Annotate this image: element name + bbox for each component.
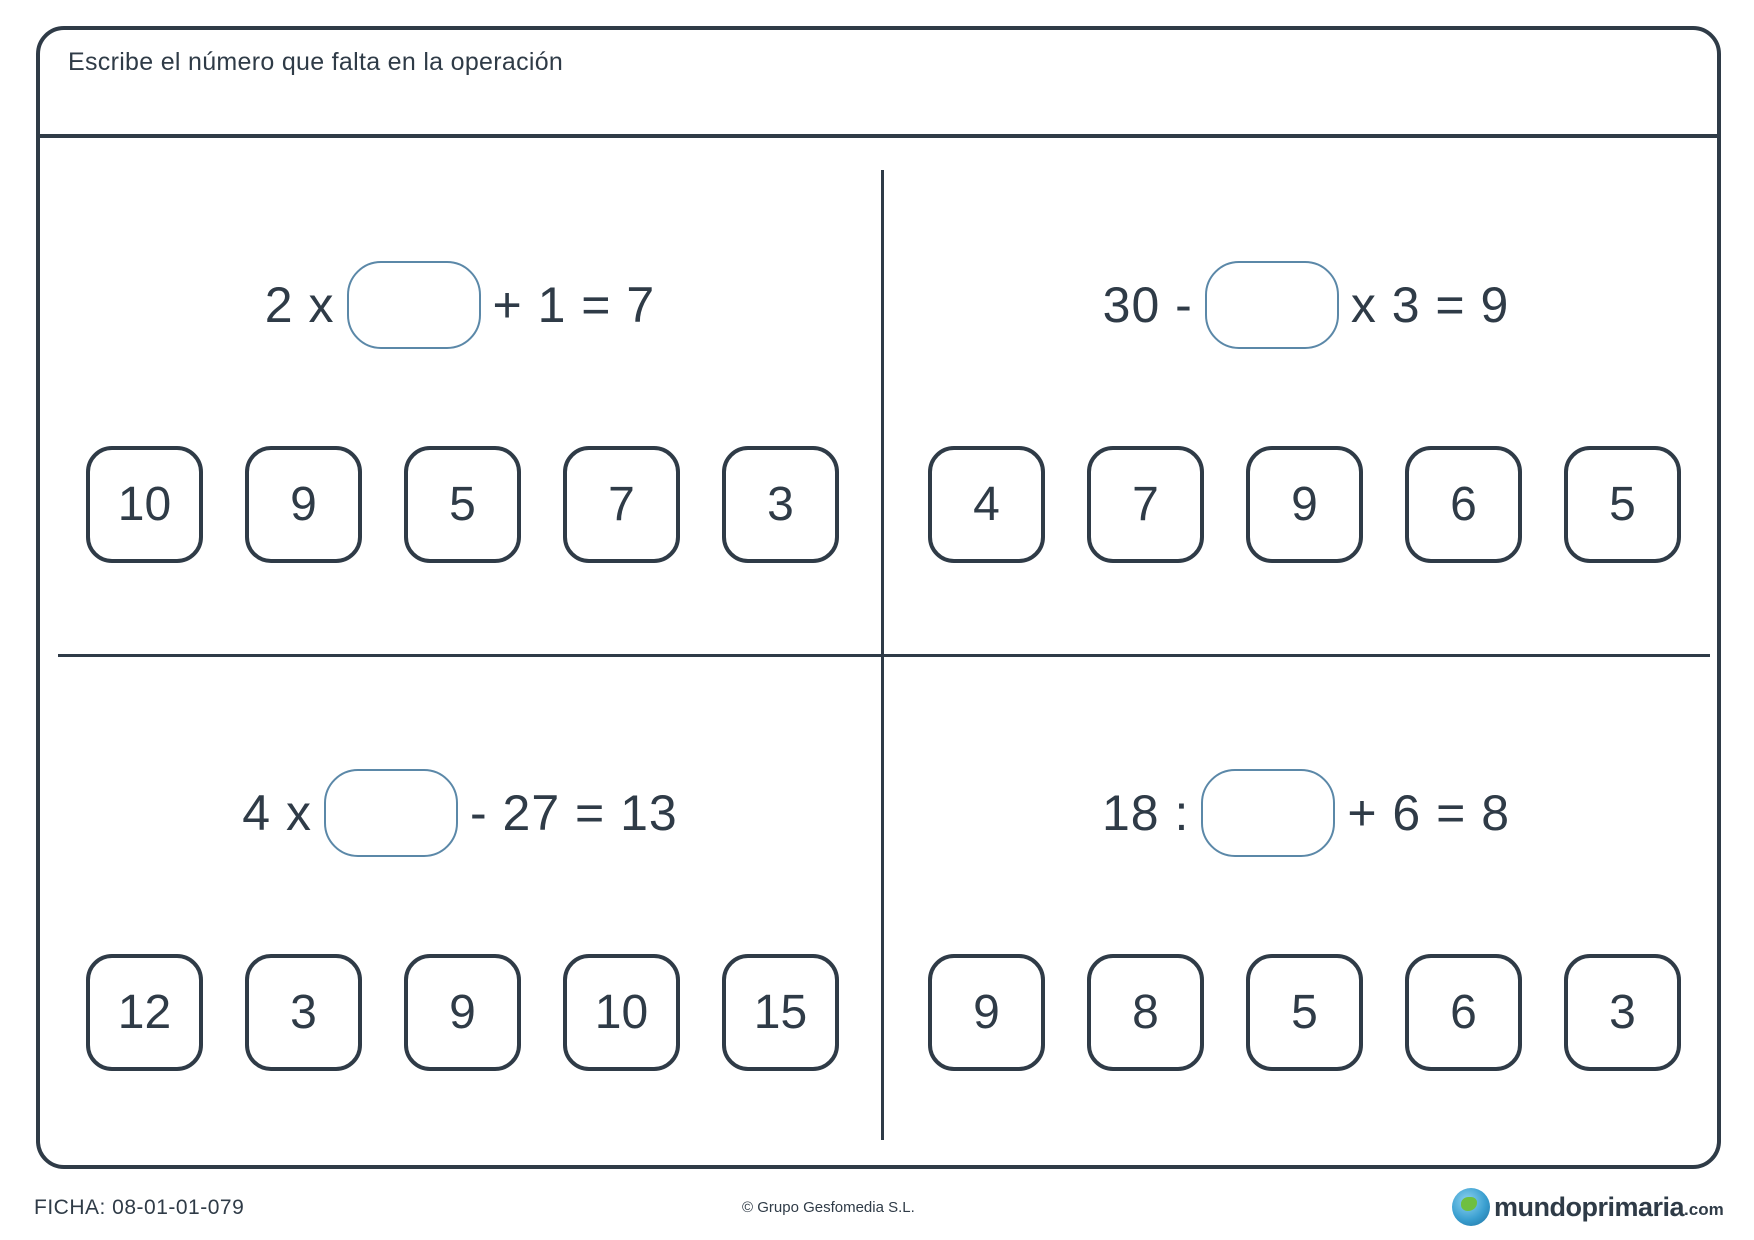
equation-left: 2 x [264, 277, 335, 333]
option-box[interactable]: 3 [1564, 954, 1681, 1071]
equation-left: 4 x [242, 785, 312, 841]
option-box[interactable]: 5 [1246, 954, 1363, 1071]
answer-blank[interactable] [1201, 769, 1335, 857]
equation-left: 30 - [1102, 277, 1193, 333]
option-box[interactable]: 7 [1087, 446, 1204, 563]
equation-left: 18 : [1101, 785, 1190, 841]
answer-blank[interactable] [324, 769, 458, 857]
option-box[interactable]: 10 [86, 446, 203, 563]
answer-options [928, 954, 1681, 1071]
option-box[interactable]: 7 [563, 446, 680, 563]
option-box[interactable]: 3 [722, 446, 839, 563]
equation-right: - 27 = 13 [469, 785, 678, 841]
brand-tld: .com [1684, 1200, 1724, 1219]
equation-right: x 3 = 9 [1350, 277, 1510, 333]
option-box[interactable]: 6 [1405, 954, 1522, 1071]
answer-blank[interactable] [1205, 261, 1339, 349]
instruction-text: Escribe el número que falta en la operación [68, 48, 564, 76]
equation-right: + 1 = 7 [492, 277, 656, 333]
copyright-text: © Grupo Gesfomedia S.L. [742, 1199, 915, 1216]
equation [40, 260, 880, 350]
ficha-code: FICHA: 08-01-01-079 [34, 1196, 245, 1219]
option-box[interactable]: 9 [928, 954, 1045, 1071]
option-box[interactable]: 4 [928, 446, 1045, 563]
option-box[interactable]: 3 [245, 954, 362, 1071]
brand-logo[interactable] [1452, 1188, 1724, 1226]
option-box[interactable]: 8 [1087, 954, 1204, 1071]
option-box[interactable]: 9 [245, 446, 362, 563]
option-box[interactable]: 9 [1246, 446, 1363, 563]
exercise-2 [886, 150, 1726, 650]
option-box[interactable]: 12 [86, 954, 203, 1071]
equation-right: + 6 = 8 [1347, 785, 1511, 841]
option-box[interactable]: 9 [404, 954, 521, 1071]
answer-options [86, 446, 839, 563]
header-divider [40, 134, 1717, 138]
option-box[interactable]: 15 [722, 954, 839, 1071]
answer-options [928, 446, 1681, 563]
worksheet-frame [36, 26, 1721, 1169]
equation [886, 260, 1726, 350]
option-box[interactable]: 10 [563, 954, 680, 1071]
globe-icon [1452, 1188, 1490, 1226]
option-box[interactable]: 5 [1564, 446, 1681, 563]
brand-name: mundoprimaria [1494, 1191, 1685, 1222]
answer-options [86, 954, 839, 1071]
exercise-4 [886, 658, 1726, 1158]
option-box[interactable]: 5 [404, 446, 521, 563]
answer-blank[interactable] [347, 261, 481, 349]
option-box[interactable]: 6 [1405, 446, 1522, 563]
horizontal-divider [58, 654, 1710, 657]
exercise-3 [40, 658, 880, 1158]
equation [40, 768, 880, 858]
exercise-1 [40, 150, 880, 650]
equation [886, 768, 1726, 858]
